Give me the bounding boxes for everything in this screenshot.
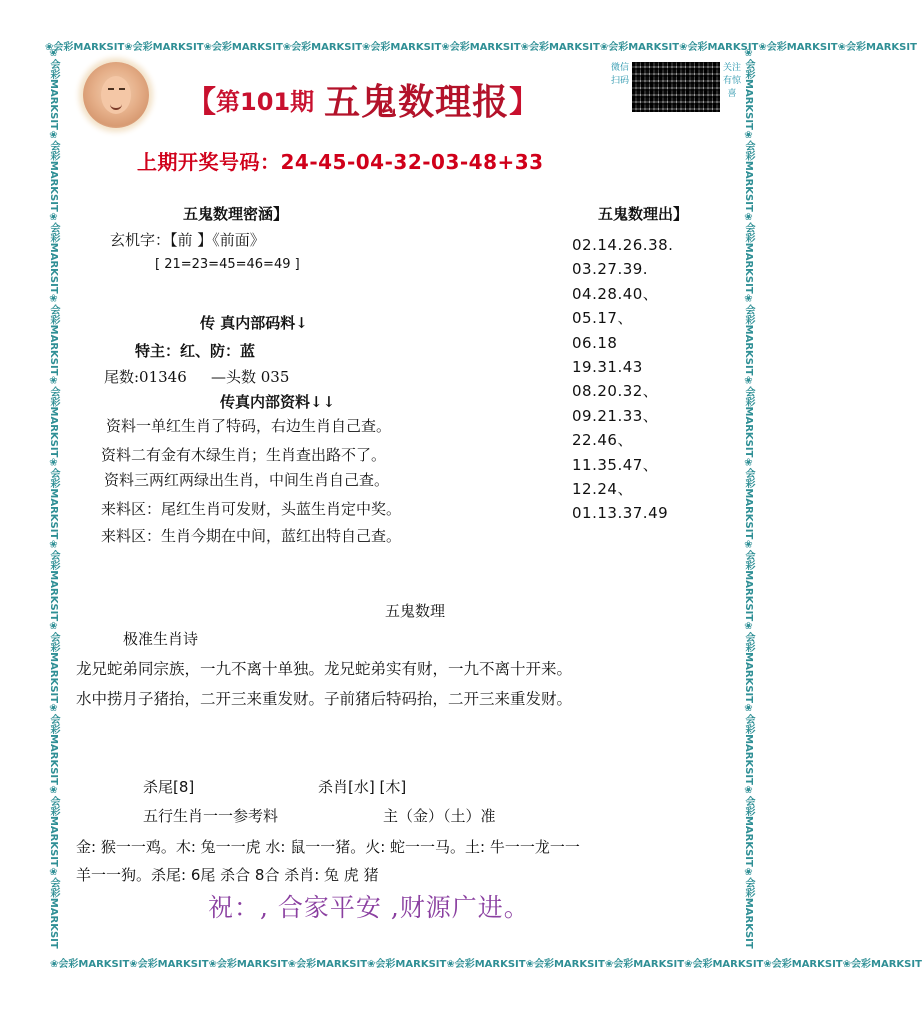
info-item-text: 有金有木绿生肖；生肖查出路不了。 [146, 446, 387, 464]
info-item-label: 来料区： [101, 500, 162, 518]
info-item-label: 资料二 [101, 446, 147, 464]
elements-line-2: 羊一一狗。杀尾: 6尾 杀合 8合 杀肖: 兔 虎 猪 [76, 866, 379, 884]
number-list [572, 233, 673, 526]
border-right-strip: ❀会彩MARKSIT❀会彩MARKSIT❀会彩MARKSIT❀会彩MARKSIT❀会彩MARKSIT❀会彩MARKSIT❀会彩MARKSIT❀会彩MARKSIT❀会彩MARKSIT❀会彩MARKSIT❀会彩MARKSIT [743, 48, 754, 949]
list-item: 11.35.47、 [572, 455, 659, 474]
qr-left-label: 微信扫码 [610, 63, 629, 86]
riddle-equation: [ 21=23=45=46=49 ] [155, 257, 300, 272]
poem-line-1: 龙兄蛇弟同宗族，一九不离十单独。龙兄蛇弟实有财，一九不离十开来。 [76, 660, 573, 678]
list-item: 03.27.39. [572, 260, 649, 279]
list-item: 04.28.40、 [572, 284, 659, 303]
info-item [101, 444, 386, 465]
info-item-text: 生肖今期在中间，蓝红出特自己查。 [161, 527, 402, 545]
avatar [83, 62, 149, 128]
last-draw-numbers: 24-45-04-32-03-48+33 [280, 150, 544, 174]
internal-heading: 传 真内部码料↓ [200, 314, 308, 332]
info-item-label: 来料区： [101, 527, 162, 545]
head-number: —头数 035 [211, 368, 290, 386]
border-left-strip: ❀会彩MARKSIT❀会彩MARKSIT❀会彩MARKSIT❀会彩MARKSIT❀会彩MARKSIT❀会彩MARKSIT❀会彩MARKSIT❀会彩MARKSIT❀会彩MARKSIT❀会彩MARKSIT❀会彩MARKSIT [48, 48, 59, 949]
blessing-text: 祝：, 合家平安 ,财源广进。 [208, 893, 530, 922]
border-bottom-strip: ❀会彩MARKSIT❀会彩MARKSIT❀会彩MARKSIT❀会彩MARKSIT❀会彩MARKSIT❀会彩MARKSIT❀会彩MARKSIT❀会彩MARKSIT❀会彩MARKSIT❀会彩MARKSIT❀会彩MARKSIT [50, 959, 922, 970]
list-item: 05.17、 [572, 309, 633, 328]
kill-zodiac: 杀肖[水] [木] [318, 778, 407, 796]
last-draw [137, 146, 544, 175]
poem-line-2: 水中捞月子猪抬，二开三来重发财。子前猪后特码抬，二开三来重发财。 [76, 690, 573, 708]
riddle-label: 玄机字：【前 】《前面》 [110, 231, 265, 249]
left-heading: 五鬼数理密涵】 [183, 205, 289, 223]
five-elements-label: 五行生肖一一参考料 [143, 807, 279, 825]
title-bracket-open: 【 [186, 85, 216, 120]
info-item [101, 525, 401, 546]
info-item-label: 资料三 [104, 471, 150, 489]
middle-heading: 五鬼数理 [385, 602, 446, 620]
list-item: 08.20.32、 [572, 382, 659, 401]
tail-number: 尾数:01346 [104, 368, 187, 386]
title-bracket-close: 】 [509, 85, 540, 120]
page-title [186, 74, 539, 124]
elements-line-1: 金: 猴一一鸡。木: 兔一一虎 水: 鼠一一猪。火: 蛇一一马。土: 牛一一龙一一 [76, 838, 580, 856]
info-item [106, 415, 391, 436]
poem-title: 极准生肖诗 [123, 630, 199, 648]
last-draw-label: 上期开奖号码： [137, 150, 281, 174]
main-title: 五鬼数理报 [324, 80, 510, 123]
list-item: 09.21.33、 [572, 406, 659, 425]
avatar-eye-right [119, 88, 125, 90]
qr-code-icon [632, 62, 720, 112]
info-item-text: 单红生肖了特码，右边生肖自己查。 [151, 417, 392, 435]
qr-right-label: 关注有惊喜 [722, 63, 741, 99]
list-item: 22.46、 [572, 431, 633, 450]
right-heading: 五鬼数理出】 [598, 205, 689, 223]
list-item: 19.31.43 [572, 358, 643, 377]
kill-tail: 杀尾[8] [143, 778, 195, 796]
issue-number: 第101期 [216, 87, 315, 116]
qr-block [610, 62, 740, 114]
list-item: 02.14.26.38. [572, 236, 674, 254]
special-code: 特主：红、防：蓝 [135, 342, 256, 360]
list-item: 01.13.37.49 [572, 504, 669, 523]
avatar-eye-left [108, 88, 114, 90]
info-item [101, 498, 401, 519]
border-top-strip: ❀会彩MARKSIT❀会彩MARKSIT❀会彩MARKSIT❀会彩MARKSIT❀会彩MARKSIT❀会彩MARKSIT❀会彩MARKSIT❀会彩MARKSIT❀会彩MARKSIT❀会彩MARKSIT❀会彩MARKSIT [45, 42, 917, 53]
info-item [104, 469, 389, 490]
info-item-label: 资料一 [106, 417, 152, 435]
info-item-text: 尾红生肖可发财，头蓝生肖定中奖。 [161, 500, 402, 518]
list-item: 12.24、 [572, 480, 633, 499]
internal-heading-2: 传真内部资料↓↓ [220, 393, 336, 411]
info-item-text: 两红两绿出生肖，中间生肖自己查。 [149, 471, 390, 489]
main-element-label: 主（金）（土）准 [383, 807, 496, 825]
list-item: 06.18 [572, 333, 618, 352]
